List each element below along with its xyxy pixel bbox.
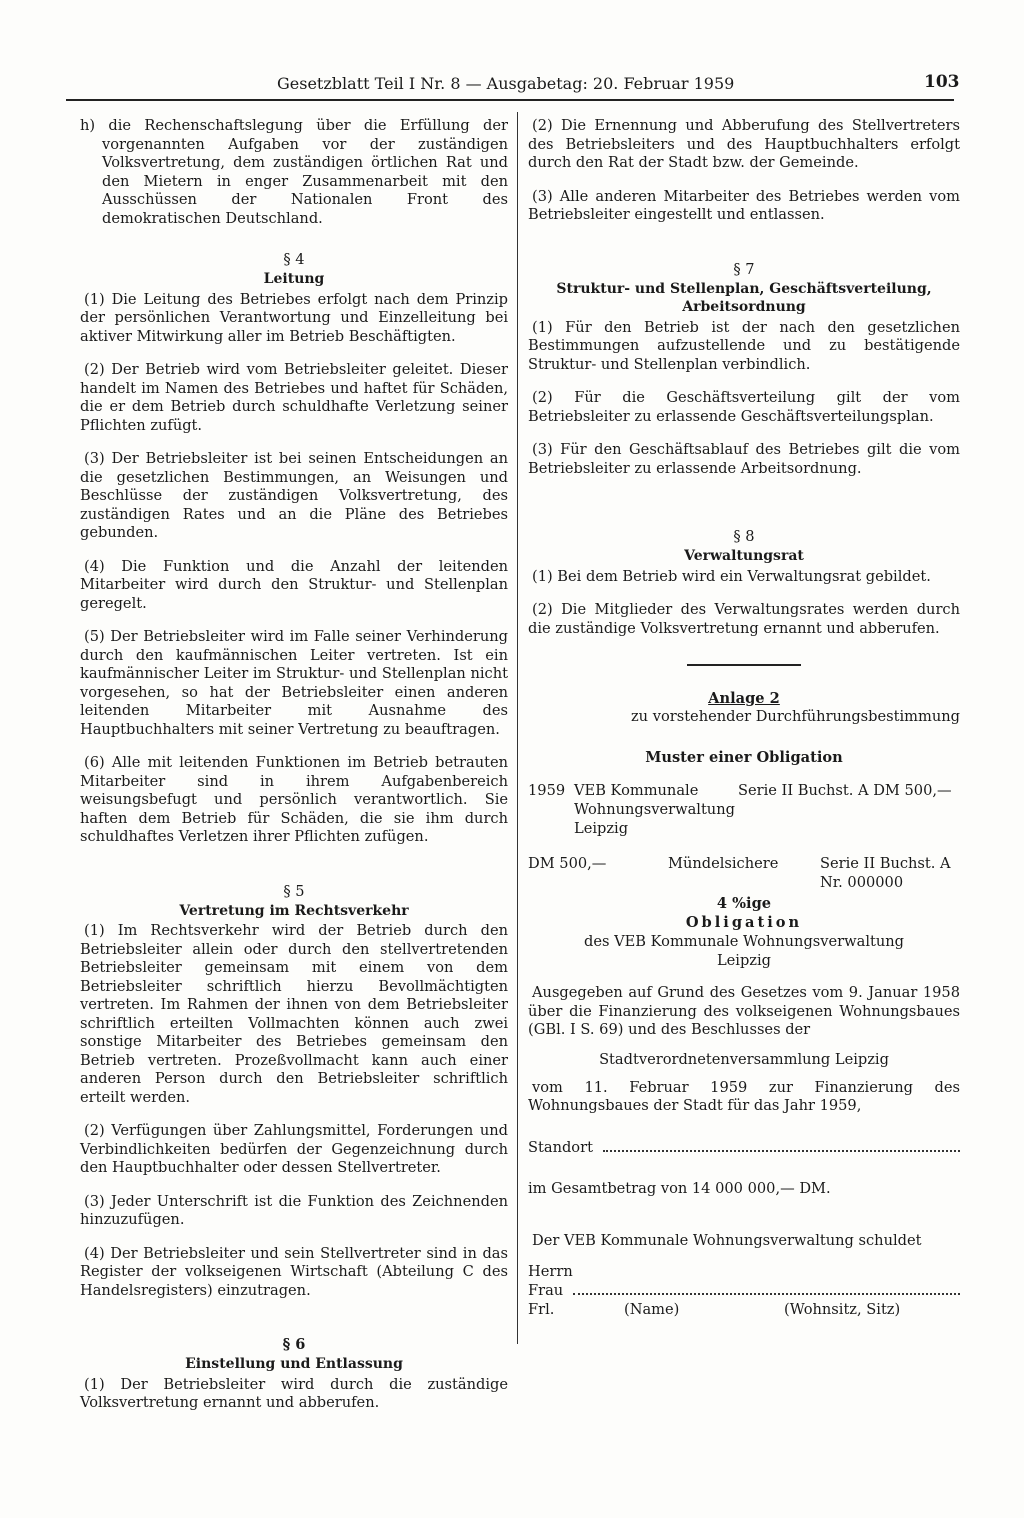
item-h: h) die Rechenschaftslegung über die Erfüllung der vorgenannten Aufgaben vor der zuständigen Volksvertretung, dem zuständigen örtlichen Rat und den Mietern in enger Zusammenarbeit mit den Ausschüssen der Nationalen Front des demokratischen Deutschland. [80,117,508,227]
obligation-text-1: Ausgegeben auf Grund des Gesetzes vom 9. Januar 1958 über die Finanzierung des volkseigenen Wohnungsbaues (GBl. I S. 69) und des Beschlusses der [528,984,960,1038]
frl-label: Frl. [528,1301,555,1318]
section-6-number: § 6 [282,1336,306,1353]
s8-paragraph-1: (1) Bei dem Betrieb wird ein Verwaltungsrat gebildet. [532,567,931,585]
section-8-number: § 8 [733,528,755,545]
s4-paragraph-5: (5) Der Betriebsleiter wird im Falle seiner Verhinderung durch den kaufmännischen Leiter vertreten. Ist ein kaufmännischer Leiter im Struktur- und Stellenplan nicht vorgesehen, so hat der Betriebsleiter einen anderen leitenden Mitarbeiter mit Ausnahme des Hauptbuchhalters mit seiner Vertretung zu beauftragen. [80,628,508,738]
name-caption: (Name) [624,1301,680,1318]
obligation-city: Leipzig [716,952,772,969]
issuer-line-1: VEB Kommunale [574,782,699,799]
s4-paragraph-6: (6) Alle mit leitenden Funktionen im Betrieb betrauten Mitarbeiter sind in ihrem Aufgabenbereich weisungsbefugt und persönlich verantwortlich. Sie haften dem Betrieb für Schäden, die sie ihm durch schuldhaftes Verletzen ihrer Pflichten zufügen. [80,754,508,845]
obligation-year: 1959 [528,782,566,799]
s5-paragraph-2: (2) Verfügungen über Zahlungsmittel, Forderungen und Verbindlichkeiten bedürfen der Gegenzeichnung durch den Hauptbuchhalter oder dessen Stellvertreter. [80,1122,508,1176]
section-7-title: Struktur- und Stellenplan, Geschäftsverteilung, Arbeitsordnung [556,280,932,315]
schuldet-line: Der VEB Kommunale Wohnungsverwaltung schuldet [532,1231,922,1249]
anlage-heading: Anlage 2 [708,690,780,707]
s4-paragraph-4: (4) Die Funktion und die Anzahl der leitenden Mitarbeiter wird durch den Struktur- und Stellenplan geregelt. [80,557,508,612]
obligation-issuer [574,781,738,838]
section-5-title: Vertretung im Rechtsverkehr [179,902,409,919]
s5-paragraph-4: (4) Der Betriebsleiter und sein Stellvertreter sind in das Register der volkseigenen Wirtschaft (Abteilung C des Handelsregisters) einzutragen. [80,1244,508,1299]
obligation-of: des VEB Kommunale Wohnungsverwaltung [583,933,905,950]
s7-paragraph-2: (2) Für die Geschäftsverteilung gilt der vom Betriebsleiter zu erlassende Geschäftsverteilungsplan. [528,389,960,425]
issuer-line-3: Leipzig [574,820,629,837]
obligation-percent: 4 %ige [716,895,772,912]
frl-row [528,1300,960,1319]
page-number: 103 [924,72,960,92]
obligation-series-top: Serie II Buchst. A DM 500,— [738,782,952,799]
muster-title: Muster einer Obligation [645,749,843,766]
obligation-series [820,854,951,892]
s8-paragraph-2: (2) Die Mitglieder des Verwaltungsrates werden durch die zuständige Volksvertretung ernannt und abberufen. [528,601,960,637]
left-column [80,117,508,1428]
s5-paragraph-3: (3) Jeder Unterschrift ist die Funktion des Zeichnenden hinzuzufügen. [80,1192,508,1228]
column-divider [517,112,518,1344]
section-4-number: § 4 [283,251,305,268]
s4-paragraph-2: (2) Der Betrieb wird vom Betriebsleiter geleitet. Dieser handelt im Namen des Betriebes und haftet für Schäden, die er dem Betrieb durch schuldhafte Verletzung seiner Pflichten zufügt. [80,361,508,434]
issuer-line-2: Wohnungsverwaltung [574,801,735,818]
page-header: Gesetzblatt Teil I Nr. 8 — Ausgabetag: 20. Februar 1959 [277,74,735,93]
s6-paragraph-2: (2) Die Ernennung und Abberufung des Stellvertreters des Betriebsleiters und des Hauptbuchhalters erfolgt durch den Rat der Stadt bzw. der Gemeinde. [528,117,960,171]
series-label: Serie II Buchst. A [820,855,951,872]
header-rule [66,99,954,101]
frau-label: Frau [528,1282,564,1299]
standort-fill-line[interactable] [603,1138,960,1152]
s4-paragraph-1: (1) Die Leitung des Betriebes erfolgt nach dem Prinzip der persönlichen Verantwortung und Einzelleitung bei aktiver Mitwirkung aller im Betrieb Beschäftigten. [80,290,508,345]
obligation-word: Obligation [685,914,803,931]
s6-paragraph-1: (1) Der Betriebsleiter wird durch die zuständige Volksvertretung ernannt und abberufen. [80,1375,508,1411]
standort-row [528,1138,960,1157]
recipient-fill-line[interactable] [573,1281,960,1295]
obligation-svv: Stadtverordnetenversammlung Leipzig [599,1050,889,1068]
obligation-denomination-row [528,854,960,892]
obligation-header-row [528,781,960,838]
section-8-title: Verwaltungsrat [684,548,804,564]
herrn-line: Herrn [528,1263,573,1280]
frau-row [528,1281,960,1300]
obligation-mundelsicher: Mündelsichere [668,855,779,872]
right-column [528,117,960,1319]
obligation-dm: DM 500,— [528,855,607,872]
serial-number: Nr. 000000 [820,874,904,891]
wohnsitz-caption: (Wohnsitz, Sitz) [784,1301,901,1318]
section-7-number: § 7 [733,260,755,278]
s7-paragraph-3: (3) Für den Geschäftsablauf des Betriebes gilt die vom Betriebsleiter zu erlassende Arbeitsordnung. [528,441,960,477]
anlage-subtitle: zu vorstehender Durchführungsbestimmung [630,708,960,725]
s5-paragraph-1: (1) Im Rechtsverkehr wird der Betrieb durch den Betriebsleiter allein oder durch den stellvertretenden Betriebsleiter gemeinsam mit einem von dem Betriebsleiter schriftlich hierzu Bevollmächtigten vertreten. Im Rahmen der ihnen von dem Betriebsleiter schriftlich erteilten Vollmachten können auch zwei sonstige Mitarbeiter des Betriebes gemeinsam den Betrieb vertreten. Prozeßvollmacht kann auch einer anderen Person durch den Betriebsleiter schriftlich erteilt werden. [80,922,508,1106]
section-4-title: Leitung [263,271,325,287]
s7-paragraph-1: (1) Für den Betrieb ist der nach den gesetzlichen Bestimmungen aufzustellende und zu bestätigende Struktur- und Stellenplan verbindlich. [528,318,960,373]
section-5-number: § 5 [283,882,305,900]
section-6-title: Einstellung und Entlassung [185,1356,403,1372]
s6-paragraph-3: (3) Alle anderen Mitarbeiter des Betriebes werden vom Betriebsleiter eingestellt und entlassen. [528,187,960,223]
obligation-text-2: vom 11. Februar 1959 zur Finanzierung des Wohnungsbaues der Stadt für das Jahr 1959, [528,1078,960,1114]
gesamt-line: im Gesamtbetrag von 14 000 000,— DM. [528,1179,831,1197]
standort-label: Standort [528,1138,593,1156]
section-rule [687,664,801,666]
s4-paragraph-3: (3) Der Betriebsleiter ist bei seinen Entscheidungen an die gesetzlichen Bestimmungen, an Weisungen und Beschlüsse der zuständigen Volksvertretung, des zuständigen Rates und an die Pläne des Betriebes gebunden. [80,450,508,541]
